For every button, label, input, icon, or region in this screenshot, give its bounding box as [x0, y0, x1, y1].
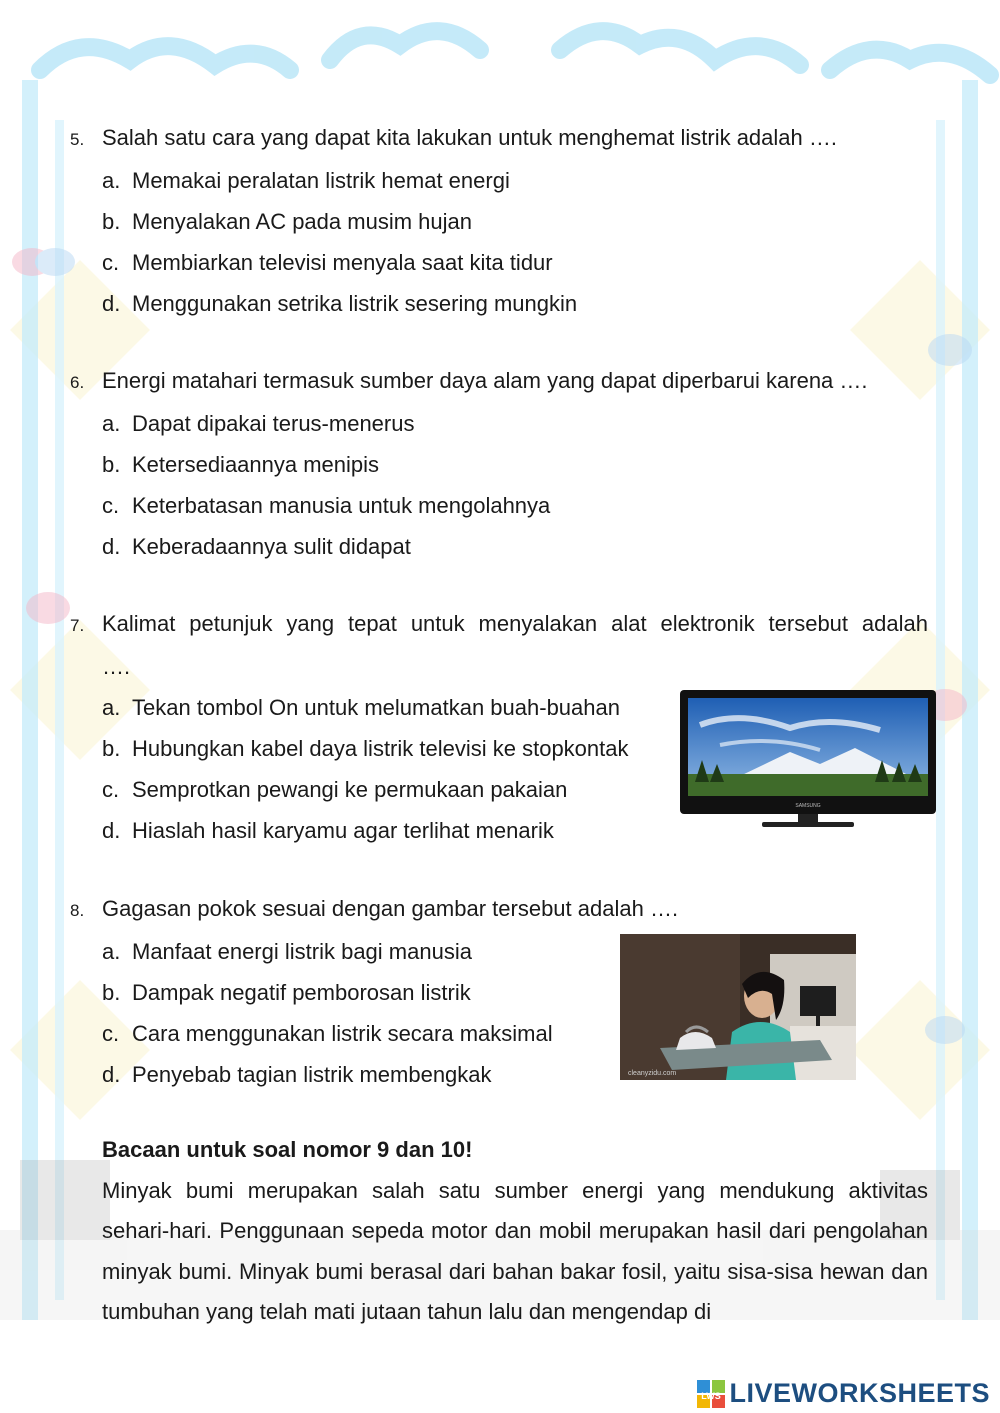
option-letter: c. [102, 1021, 120, 1046]
option-letter: d. [102, 818, 121, 843]
television-image [680, 690, 936, 830]
option-text: Cara menggunakan listrik secara maksimal [132, 1021, 553, 1046]
liveworksheets-logo-icon [697, 1380, 725, 1408]
question-number: 6. [70, 373, 85, 392]
option-letter: b. [102, 980, 121, 1005]
photo-caption: cleanyzidu.com [628, 1070, 677, 1077]
answer-option[interactable] [70, 485, 928, 526]
question-6 [70, 360, 928, 567]
option-letter: d. [102, 291, 121, 316]
option-letter: a. [102, 695, 121, 720]
option-letter: c. [102, 777, 120, 802]
option-text: Memakai peralatan listrik hemat energi [132, 168, 510, 193]
option-text: Manfaat energi listrik bagi manusia [132, 939, 472, 964]
logo-letters: LWS [701, 1390, 722, 1401]
option-letter: d. [102, 1062, 121, 1087]
reading-passage [102, 1130, 928, 1333]
brand-name: LIVEWORKSHEETS [729, 1378, 990, 1408]
answer-option[interactable] [70, 160, 928, 201]
tv-brand-label: SAMSUNG [795, 803, 821, 809]
question-text: Salah satu cara yang dapat kita lakukan untuk menghemat listrik adalah …. [102, 125, 837, 150]
option-text: Menggunakan setrika listrik sesering mungkin [132, 291, 578, 316]
option-letter: a. [102, 939, 121, 964]
reading-title: Bacaan untuk soal nomor 9 dan 10! [102, 1137, 473, 1162]
option-text: Ketersediaannya menipis [132, 452, 380, 477]
question-5 [70, 117, 928, 324]
option-text: Tekan tombol On untuk melumatkan buah-buahan [132, 695, 620, 720]
answer-option[interactable] [70, 444, 928, 485]
option-text: Hubungkan kabel daya listrik televisi ke stopkontak [132, 736, 629, 761]
answer-option[interactable] [70, 403, 928, 444]
answer-option[interactable] [70, 526, 928, 567]
option-letter: a. [102, 411, 121, 436]
option-text: Membiarkan televisi menyala saat kita tidur [132, 250, 553, 275]
option-text: Dampak negatif pemborosan listrik [132, 980, 471, 1005]
option-letter: b. [102, 209, 121, 234]
answer-option[interactable] [70, 283, 928, 324]
option-text: Keberadaannya sulit didapat [132, 534, 411, 559]
option-letter: a. [102, 168, 121, 193]
option-letter: b. [102, 452, 121, 477]
option-letter: d. [102, 534, 121, 559]
question-text: Energi matahari termasuk sumber daya alam yang dapat diperbarui karena …. [102, 368, 868, 393]
option-text: Semprotkan pewangi ke permukaan pakaian [132, 777, 568, 802]
ironing-photo [620, 934, 856, 1080]
question-number: 7. [70, 616, 85, 635]
answer-option[interactable] [70, 242, 928, 283]
option-letter: b. [102, 736, 121, 761]
reading-text: Minyak bumi merupakan salah satu sumber energi yang mendukung aktivitas sehari-hari. Penggunaan sepeda motor dan mobil merupakan hasil dari pengolahan minyak bumi. Minyak bumi berasal dari bahan bakar fosil, yaitu sisa-sisa hewan dan tumbuhan yang telah mati jutaan tahun lalu dan mengendap di [102, 1177, 928, 1324]
question-text-continuation: …. [102, 654, 131, 679]
question-text: Kalimat petunjuk yang tepat untuk menyalakan alat elektronik tersebut adalah [102, 611, 928, 636]
option-text: Penyebab tagian listrik membengkak [132, 1062, 492, 1087]
answer-option[interactable] [70, 201, 928, 242]
question-number: 5. [70, 130, 85, 149]
option-text: Keterbatasan manusia untuk mengolahnya [132, 493, 551, 518]
question-number: 8. [70, 901, 85, 920]
option-text: Hiaslah hasil karyamu agar terlihat menarik [132, 818, 554, 843]
option-letter: c. [102, 493, 120, 518]
option-text: Dapat dipakai terus-menerus [132, 411, 415, 436]
option-letter: c. [102, 250, 120, 275]
liveworksheets-logo [697, 1378, 990, 1409]
option-text: Menyalakan AC pada musim hujan [132, 209, 472, 234]
question-text: Gagasan pokok sesuai dengan gambar tersebut adalah …. [102, 896, 679, 921]
